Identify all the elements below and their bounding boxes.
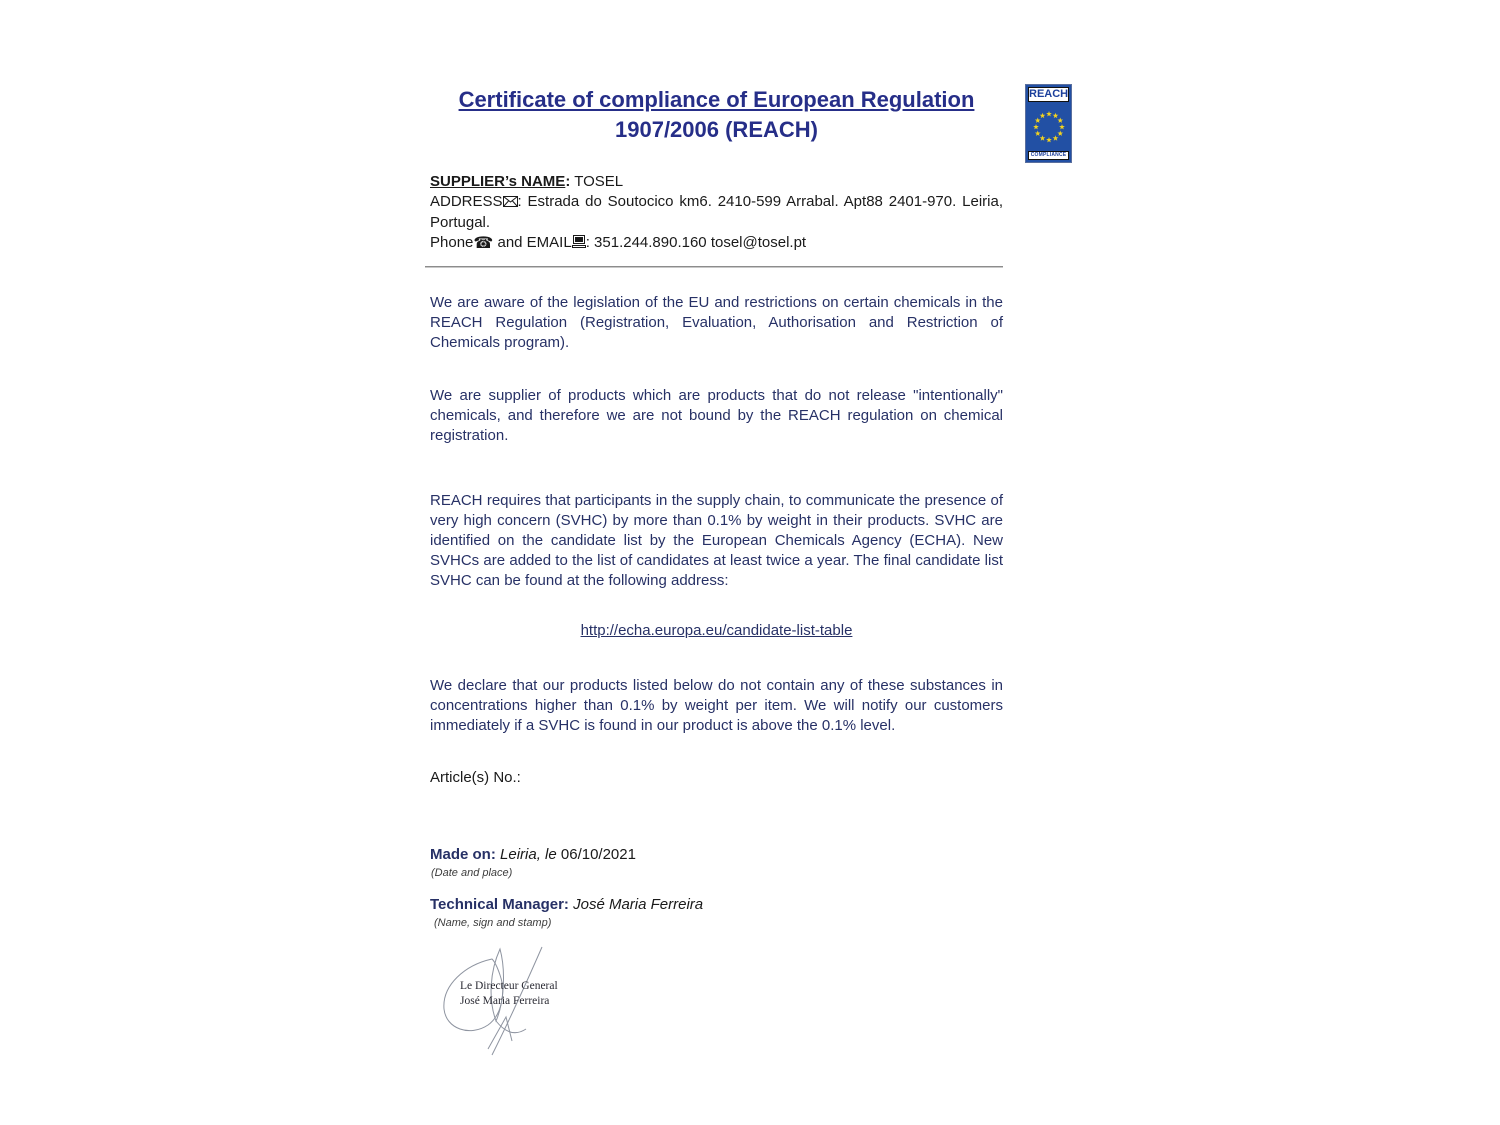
- envelope-icon: [503, 193, 518, 213]
- candidate-list-link[interactable]: http://echa.europa.eu/candidate-list-table: [580, 622, 853, 639]
- technical-manager-label: Technical Manager:: [430, 896, 569, 913]
- technical-manager-name: José Maria Ferreira: [568, 896, 704, 913]
- signature-name: José Maria Ferreira: [460, 995, 550, 1007]
- signature-block: [430, 937, 600, 1067]
- made-on-date: 06/10/2021: [560, 846, 636, 863]
- paragraph-reach-requirements: REACH requires that participants in the supply chain, to communicate the presence of very high concern (SVHC) by more than 0.1% by weight in their products. SVHC are identified on the candidate list by the European Chemicals Agency (ECHA). New SVHCs are added to the list of candidates at least twice a year. The final candidate list SVHC can be found at the following address:: [430, 492, 1003, 589]
- reach-compliance-logo: [1025, 84, 1072, 163]
- supplier-name-line: SUPPLIER’s NAME: TOSEL: [430, 173, 624, 190]
- title-line2: 1907/2006 (REACH): [615, 117, 818, 142]
- supplier-contact-line: Phone☎ and EMAIL : 351.244.890.160 tosel@tosel.pt: [430, 234, 807, 252]
- certificate-document: [430, 85, 1003, 1125]
- horizontal-divider: [425, 266, 1003, 268]
- signature-text: [460, 979, 558, 1009]
- made-on-label: Made on:: [430, 846, 496, 863]
- supplier-address-line: ADDRESS : Estrada do Soutocico km6. 2410-599 Arrabal. Apt88 2401-970. Leiria, Portugal.: [430, 193, 1003, 231]
- title-line1: Certificate of compliance of European Regulation: [458, 87, 975, 112]
- paragraph-supplier-statement: We are supplier of products which are products that do not release "intentionally" chemicals, and therefore we are not bound by the REACH regulation on chemical registration.: [430, 387, 1003, 444]
- article-number-label: Article(s) No.:: [430, 769, 521, 786]
- paragraph-declaration: We declare that our products listed below do not contain any of these substances in concentrations higher than 0.1% by weight per item. We will notify our customers immediately if a SVHC is found in our product is above the 0.1% level.: [430, 677, 1003, 734]
- reach-logo-compliance: COMPLIANCE: [1028, 151, 1069, 160]
- signature-title: Le Directeur General: [460, 980, 558, 992]
- eu-stars-icon: [1028, 102, 1069, 151]
- paragraph-awareness: We are aware of the legislation of the EU and restrictions on certain chemicals in the REACH Regulation (Registration, Evaluation, Authorisation and Restriction of Chemicals program).: [430, 294, 1003, 351]
- date-place-note: (Date and place): [431, 867, 513, 879]
- page-title: [430, 85, 1003, 145]
- telephone-icon: ☎: [473, 235, 494, 252]
- made-on-line: [430, 846, 636, 863]
- supplier-block: [430, 172, 1003, 254]
- reach-logo-title: REACH: [1029, 88, 1069, 100]
- computer-icon: [572, 234, 586, 254]
- name-sign-stamp-note: (Name, sign and stamp): [434, 917, 552, 929]
- candidate-list-link-line: [430, 622, 1003, 640]
- made-on-place: Leiria, le: [495, 846, 561, 863]
- technical-manager-line: [430, 896, 703, 913]
